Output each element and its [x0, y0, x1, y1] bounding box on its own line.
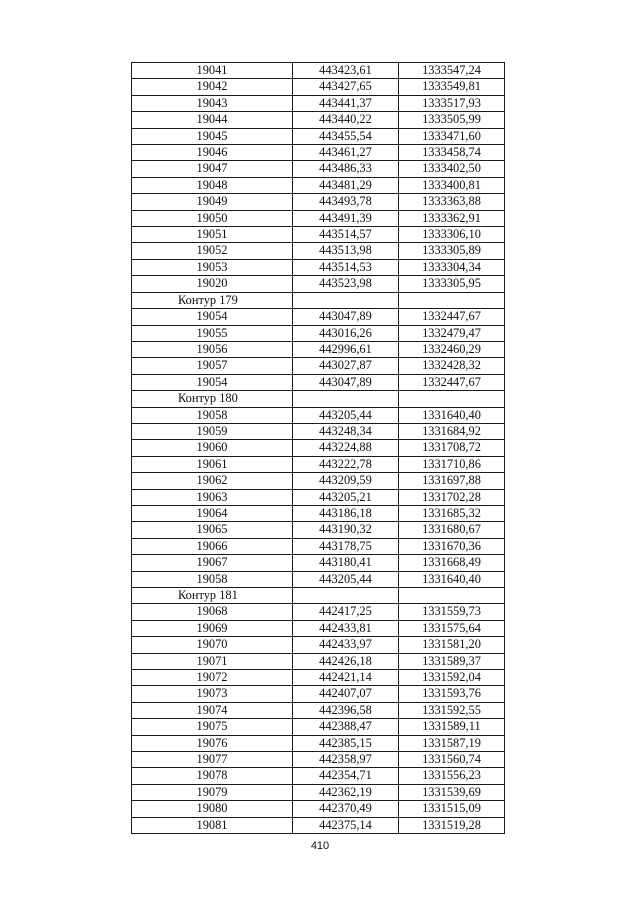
point-number-cell: 19073 — [132, 686, 293, 702]
table-row — [132, 374, 505, 390]
x-coordinate-cell: 443523,98 — [293, 276, 399, 292]
x-coordinate-cell: 443514,53 — [293, 259, 399, 275]
y-coordinate-cell: 1333547,24 — [399, 63, 505, 79]
x-coordinate-cell: 443027,87 — [293, 358, 399, 374]
point-number-cell: 19067 — [132, 555, 293, 571]
y-coordinate-cell: 1331519,28 — [399, 817, 505, 833]
table-row — [132, 243, 505, 259]
point-number-cell: 19044 — [132, 112, 293, 128]
point-number-cell: 19054 — [132, 374, 293, 390]
y-coordinate-cell: 1333305,89 — [399, 243, 505, 259]
x-coordinate-cell: 443178,75 — [293, 538, 399, 554]
y-coordinate-cell: 1331575,64 — [399, 620, 505, 636]
point-number-cell: 19069 — [132, 620, 293, 636]
point-number-cell: 19055 — [132, 325, 293, 341]
x-coordinate-cell: 443205,44 — [293, 571, 399, 587]
y-coordinate-cell: 1331670,36 — [399, 538, 505, 554]
y-coordinate-cell: 1331697,88 — [399, 473, 505, 489]
y-coordinate-cell: 1331710,86 — [399, 456, 505, 472]
table-row — [132, 112, 505, 128]
table-row — [132, 604, 505, 620]
point-number-cell: 19050 — [132, 210, 293, 226]
table-row — [132, 522, 505, 538]
table-row — [132, 473, 505, 489]
table-row — [132, 801, 505, 817]
point-number-cell: 19058 — [132, 407, 293, 423]
y-coordinate-cell: 1331685,32 — [399, 505, 505, 521]
y-coordinate-cell: 1331587,19 — [399, 735, 505, 751]
point-number-cell: 19020 — [132, 276, 293, 292]
empty-cell — [293, 588, 399, 604]
y-coordinate-cell: 1331581,20 — [399, 637, 505, 653]
x-coordinate-cell: 442433,97 — [293, 637, 399, 653]
y-coordinate-cell: 1333517,93 — [399, 95, 505, 111]
table-row — [132, 407, 505, 423]
x-coordinate-cell: 442426,18 — [293, 653, 399, 669]
x-coordinate-cell: 443423,61 — [293, 63, 399, 79]
y-coordinate-cell: 1331708,72 — [399, 440, 505, 456]
table-row — [132, 145, 505, 161]
table-row — [132, 79, 505, 95]
x-coordinate-cell: 442396,58 — [293, 702, 399, 718]
contour-label: Контур 180 — [132, 391, 293, 407]
x-coordinate-cell: 442421,14 — [293, 670, 399, 686]
table-row — [132, 227, 505, 243]
x-coordinate-cell: 443513,98 — [293, 243, 399, 259]
y-coordinate-cell: 1331592,55 — [399, 702, 505, 718]
point-number-cell: 19057 — [132, 358, 293, 374]
point-number-cell: 19051 — [132, 227, 293, 243]
x-coordinate-cell: 443224,88 — [293, 440, 399, 456]
point-number-cell: 19081 — [132, 817, 293, 833]
table-row — [132, 128, 505, 144]
point-number-cell: 19080 — [132, 801, 293, 817]
empty-cell — [293, 391, 399, 407]
table-row — [132, 259, 505, 275]
x-coordinate-cell: 442407,07 — [293, 686, 399, 702]
y-coordinate-cell: 1333549,81 — [399, 79, 505, 95]
y-coordinate-cell: 1333400,81 — [399, 177, 505, 193]
point-number-cell: 19074 — [132, 702, 293, 718]
point-number-cell: 19060 — [132, 440, 293, 456]
x-coordinate-cell: 443440,22 — [293, 112, 399, 128]
contour-label: Контур 179 — [132, 292, 293, 308]
y-coordinate-cell: 1331668,49 — [399, 555, 505, 571]
point-number-cell: 19046 — [132, 145, 293, 161]
y-coordinate-cell: 1333363,88 — [399, 194, 505, 210]
x-coordinate-cell: 443491,39 — [293, 210, 399, 226]
table-row — [132, 817, 505, 833]
table-row — [132, 440, 505, 456]
point-number-cell: 19041 — [132, 63, 293, 79]
table-row — [132, 505, 505, 521]
y-coordinate-cell: 1333458,74 — [399, 145, 505, 161]
contour-header-row — [132, 292, 505, 308]
empty-cell — [399, 391, 505, 407]
table-row — [132, 571, 505, 587]
point-number-cell: 19070 — [132, 637, 293, 653]
y-coordinate-cell: 1331702,28 — [399, 489, 505, 505]
table-row — [132, 637, 505, 653]
table-row — [132, 686, 505, 702]
point-number-cell: 19056 — [132, 341, 293, 357]
coordinates-table-body — [132, 63, 505, 834]
point-number-cell: 19065 — [132, 522, 293, 538]
x-coordinate-cell: 443486,33 — [293, 161, 399, 177]
y-coordinate-cell: 1331589,11 — [399, 719, 505, 735]
x-coordinate-cell: 443248,34 — [293, 423, 399, 439]
table-row — [132, 210, 505, 226]
table-row — [132, 63, 505, 79]
point-number-cell: 19059 — [132, 423, 293, 439]
x-coordinate-cell: 442433,81 — [293, 620, 399, 636]
x-coordinate-cell: 443180,41 — [293, 555, 399, 571]
y-coordinate-cell: 1333304,34 — [399, 259, 505, 275]
table-row — [132, 702, 505, 718]
point-number-cell: 19047 — [132, 161, 293, 177]
y-coordinate-cell: 1331640,40 — [399, 407, 505, 423]
contour-label: Контур 181 — [132, 588, 293, 604]
x-coordinate-cell: 443481,29 — [293, 177, 399, 193]
y-coordinate-cell: 1331640,40 — [399, 571, 505, 587]
x-coordinate-cell: 442354,71 — [293, 768, 399, 784]
point-number-cell: 19043 — [132, 95, 293, 111]
x-coordinate-cell: 442370,49 — [293, 801, 399, 817]
x-coordinate-cell: 443441,37 — [293, 95, 399, 111]
y-coordinate-cell: 1332447,67 — [399, 374, 505, 390]
x-coordinate-cell: 442385,15 — [293, 735, 399, 751]
point-number-cell: 19066 — [132, 538, 293, 554]
point-number-cell: 19078 — [132, 768, 293, 784]
table-row — [132, 620, 505, 636]
point-number-cell: 19075 — [132, 719, 293, 735]
x-coordinate-cell: 443047,89 — [293, 309, 399, 325]
y-coordinate-cell: 1333306,10 — [399, 227, 505, 243]
table-row — [132, 325, 505, 341]
x-coordinate-cell: 443205,21 — [293, 489, 399, 505]
x-coordinate-cell: 443461,27 — [293, 145, 399, 161]
y-coordinate-cell: 1332479,47 — [399, 325, 505, 341]
table-row — [132, 309, 505, 325]
y-coordinate-cell: 1331684,92 — [399, 423, 505, 439]
y-coordinate-cell: 1333402,50 — [399, 161, 505, 177]
x-coordinate-cell: 442362,19 — [293, 784, 399, 800]
y-coordinate-cell: 1333471,60 — [399, 128, 505, 144]
point-number-cell: 19058 — [132, 571, 293, 587]
table-row — [132, 423, 505, 439]
x-coordinate-cell: 442358,97 — [293, 752, 399, 768]
empty-cell — [293, 292, 399, 308]
x-coordinate-cell: 442996,61 — [293, 341, 399, 357]
y-coordinate-cell: 1331560,74 — [399, 752, 505, 768]
table-row — [132, 358, 505, 374]
table-row — [132, 538, 505, 554]
x-coordinate-cell: 443427,65 — [293, 79, 399, 95]
y-coordinate-cell: 1331539,69 — [399, 784, 505, 800]
x-coordinate-cell: 443209,59 — [293, 473, 399, 489]
x-coordinate-cell: 443190,32 — [293, 522, 399, 538]
point-number-cell: 19072 — [132, 670, 293, 686]
y-coordinate-cell: 1333305,95 — [399, 276, 505, 292]
table-row — [132, 456, 505, 472]
point-number-cell: 19063 — [132, 489, 293, 505]
point-number-cell: 19052 — [132, 243, 293, 259]
table-row — [132, 784, 505, 800]
table-row — [132, 276, 505, 292]
point-number-cell: 19077 — [132, 752, 293, 768]
x-coordinate-cell: 443514,57 — [293, 227, 399, 243]
y-coordinate-cell: 1332428,32 — [399, 358, 505, 374]
table-row — [132, 752, 505, 768]
table-row — [132, 489, 505, 505]
point-number-cell: 19054 — [132, 309, 293, 325]
y-coordinate-cell: 1331559,73 — [399, 604, 505, 620]
point-number-cell: 19076 — [132, 735, 293, 751]
point-number-cell: 19042 — [132, 79, 293, 95]
empty-cell — [399, 292, 505, 308]
x-coordinate-cell: 443205,44 — [293, 407, 399, 423]
point-number-cell: 19062 — [132, 473, 293, 489]
point-number-cell: 19068 — [132, 604, 293, 620]
table-row — [132, 177, 505, 193]
table-row — [132, 735, 505, 751]
y-coordinate-cell: 1332460,29 — [399, 341, 505, 357]
y-coordinate-cell: 1332447,67 — [399, 309, 505, 325]
table-row — [132, 768, 505, 784]
table-row — [132, 95, 505, 111]
x-coordinate-cell: 442375,14 — [293, 817, 399, 833]
point-number-cell: 19048 — [132, 177, 293, 193]
table-row — [132, 161, 505, 177]
x-coordinate-cell: 443493,78 — [293, 194, 399, 210]
x-coordinate-cell: 443455,54 — [293, 128, 399, 144]
y-coordinate-cell: 1333505,99 — [399, 112, 505, 128]
x-coordinate-cell: 443047,89 — [293, 374, 399, 390]
y-coordinate-cell: 1331680,67 — [399, 522, 505, 538]
table-row — [132, 670, 505, 686]
table-row — [132, 555, 505, 571]
point-number-cell: 19049 — [132, 194, 293, 210]
contour-header-row — [132, 391, 505, 407]
contour-header-row — [132, 588, 505, 604]
empty-cell — [399, 588, 505, 604]
table-row — [132, 194, 505, 210]
point-number-cell: 19064 — [132, 505, 293, 521]
point-number-cell: 19061 — [132, 456, 293, 472]
point-number-cell: 19053 — [132, 259, 293, 275]
y-coordinate-cell: 1333362,91 — [399, 210, 505, 226]
x-coordinate-cell: 443016,26 — [293, 325, 399, 341]
y-coordinate-cell: 1331556,23 — [399, 768, 505, 784]
x-coordinate-cell: 443186,18 — [293, 505, 399, 521]
x-coordinate-cell: 442417,25 — [293, 604, 399, 620]
point-number-cell: 19045 — [132, 128, 293, 144]
point-number-cell: 19071 — [132, 653, 293, 669]
point-number-cell: 19079 — [132, 784, 293, 800]
table-row — [132, 653, 505, 669]
page-number: 410 — [310, 840, 330, 852]
table-row — [132, 719, 505, 735]
y-coordinate-cell: 1331592,04 — [399, 670, 505, 686]
y-coordinate-cell: 1331515,09 — [399, 801, 505, 817]
y-coordinate-cell: 1331593,76 — [399, 686, 505, 702]
y-coordinate-cell: 1331589,37 — [399, 653, 505, 669]
x-coordinate-cell: 443222,78 — [293, 456, 399, 472]
x-coordinate-cell: 442388,47 — [293, 719, 399, 735]
coordinates-table — [131, 62, 505, 834]
table-row — [132, 341, 505, 357]
